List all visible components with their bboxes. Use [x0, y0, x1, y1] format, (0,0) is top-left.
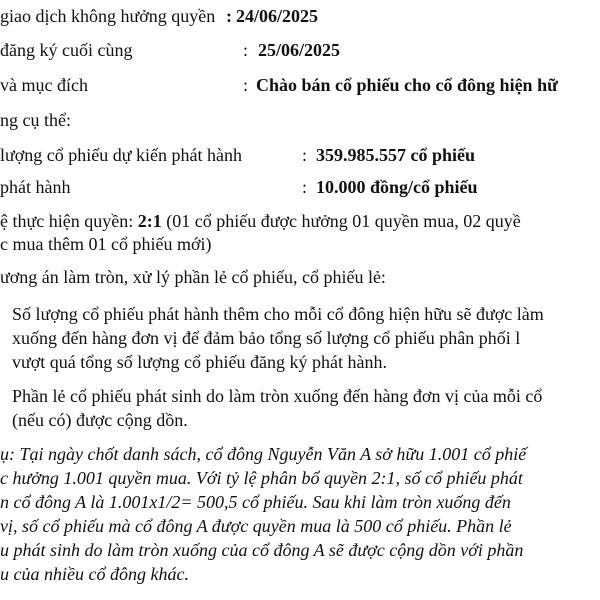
ratio-line-1	[0, 210, 521, 232]
exdate-value: 24/06/2025	[236, 6, 319, 26]
rounding-heading: ương án làm tròn, xử lý phần lẻ cổ phiếu, cổ phiếu lẻ:	[0, 267, 386, 287]
example-line-4: vị, số cổ phiếu mà cổ đông A được quyền mua là 500 cổ phiếu. Phần lẻ	[0, 516, 512, 536]
bullet2-line-2: (nếu có) được cộng dồn.	[12, 410, 188, 430]
ratio-value: 2:1	[137, 211, 162, 231]
price-sep: :	[302, 177, 308, 197]
bullet1-line-2: xuống đến hàng đơn vị để đảm bảo tổng số lượng cổ phiếu phân phối l	[12, 328, 521, 348]
exdate-sep: :	[226, 6, 232, 26]
record-sep: :	[243, 40, 249, 60]
purpose-value: Chào bán cổ phiếu cho cổ đông hiện hữ	[256, 75, 558, 95]
example-line-1: ụ: Tại ngày chốt danh sách, cổ đông Nguyễn Văn A sở hữu 1.001 cổ phiế	[0, 444, 527, 464]
specific-heading: ng cụ thể:	[0, 110, 71, 130]
bullet2-line-1: Phần lẻ cổ phiếu phát sinh do làm tròn xuống đến hàng đơn vị của mỗi cổ	[12, 386, 543, 406]
exdate-label: giao dịch không hưởng quyền	[0, 6, 216, 26]
example-line-5: u phát sinh do làm tròn xuống của cổ đông A sẽ được cộng dồn với phần	[0, 540, 524, 560]
example-line-6: u của nhiều cổ đông khác.	[0, 564, 189, 584]
record-label: đăng ký cuối cùng	[0, 40, 133, 60]
price-value: 10.000 đồng/cổ phiếu	[316, 177, 478, 197]
purpose-label: và mục đích	[0, 75, 88, 95]
price-label: phát hành	[0, 177, 71, 197]
quantity-label: lượng cổ phiếu dự kiến phát hành	[0, 145, 242, 165]
bullet1-line-3: vượt quá tổng số lượng cổ phiếu đăng ký phát hành.	[12, 352, 387, 372]
purpose-sep: :	[243, 75, 249, 95]
quantity-sep: :	[302, 145, 308, 165]
quantity-value: 359.985.557 cổ phiếu	[316, 145, 476, 165]
record-value: 25/06/2025	[258, 40, 341, 60]
bullet1-line-1: Số lượng cổ phiếu phát hành thêm cho mỗi cổ đông hiện hữu sẽ được làm	[12, 304, 544, 324]
example-line-2: c hưởng 1.001 quyền mua. Với tỷ lệ phân bổ quyền 2:1, số cổ phiếu phát	[0, 468, 523, 488]
ratio-line-2: c mua thêm 01 cổ phiếu mới)	[0, 234, 212, 254]
ratio-prefix: ệ thực hiện quyền:	[0, 211, 138, 231]
example-line-3: n cổ đông A là 1.001x1/2= 500,5 cổ phiếu. Sau khi làm tròn xuống đến	[0, 492, 511, 512]
ratio-rest: (01 cổ phiếu được hưởng 01 quyền mua, 02 quyề	[161, 211, 521, 231]
